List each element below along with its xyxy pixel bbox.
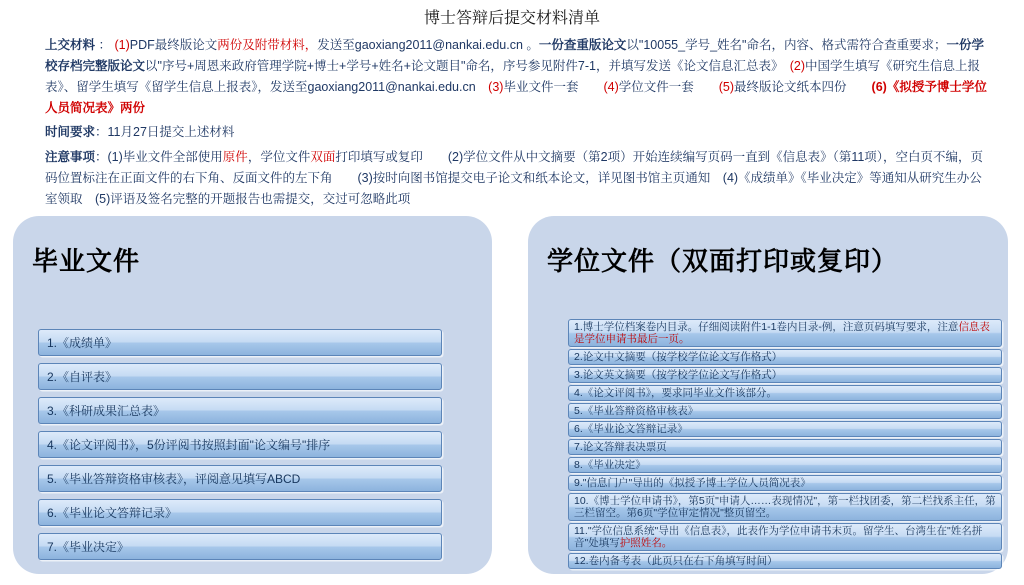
- list-item: [38, 465, 442, 492]
- text-run: 2.论文中文摘要（按学校学位论文写作格式）: [574, 351, 783, 363]
- list-item: [568, 493, 1002, 521]
- text-run: ：(1)毕业文件全部使用: [95, 150, 223, 164]
- text-run: ：11月27日提交上述材料: [95, 125, 235, 139]
- highlighted-text: (1): [114, 38, 130, 52]
- highlighted-text: 双面: [310, 150, 336, 164]
- list-item: [568, 553, 1002, 569]
- highlighted-text: 信息表是学位申请书最后一页。: [574, 321, 990, 345]
- list-item: [568, 439, 1002, 455]
- text-run: 以"序号+周恩来政府管理学院+博士+学号+姓名+论文题目"命名，序号参见附件7-1，并填写发送《论文信息汇总表》: [145, 59, 790, 73]
- text-run: 1.博士学位档案卷内目录。仔细阅读附件1-1卷内目录-例，注意页码填写要求，注意: [574, 321, 959, 333]
- text-run: 6.《毕业论文答辩记录》: [47, 506, 178, 520]
- text-run: 学位文件一套: [618, 80, 719, 94]
- time-requirement-line: [45, 122, 990, 143]
- text-run: 9."信息门户"导出的《拟授予博士学位人员简况表》: [574, 477, 811, 489]
- text-run: 3.《科研成果汇总表》: [47, 404, 166, 418]
- highlighted-text: 两份及附带材料，: [217, 38, 318, 52]
- degree-panel-title: 学位文件（双面打印或复印）: [547, 246, 899, 276]
- list-item: [38, 499, 442, 526]
- text-run: ：: [95, 38, 115, 52]
- graduation-documents-panel: [13, 216, 492, 574]
- list-item: [568, 475, 1002, 491]
- text-run: 发送至gaoxiang2011@nankai.edu.cn 。: [317, 38, 539, 52]
- text-run: 3.论文英文摘要（按学校学位论文写作格式）: [574, 369, 783, 381]
- graduation-panel-title: 毕业文件: [32, 246, 141, 276]
- text-run: 2.《自评表》: [47, 370, 118, 384]
- text-run: 7.论文答辩表决票页: [574, 441, 667, 453]
- list-item: [38, 397, 442, 424]
- text-run: 11."学位信息系统"导出《信息表》，此表作为学位申请书末页。留学生、台湾生在"姓名拼音"处填写: [574, 525, 983, 549]
- text-run: 最终版论文纸本四份: [734, 80, 872, 94]
- list-item: [38, 329, 442, 356]
- text-run: 5.《毕业答辩资格审核表》: [574, 405, 699, 417]
- text-run: 中国学生填写《研究生信息上报表》、留学生填写《留学生信息上报表》，发送至gaoxiang2011@nankai.edu.cn: [45, 59, 981, 94]
- degree-documents-panel: [528, 216, 1008, 574]
- highlighted-text: (2): [789, 59, 805, 73]
- notes-paragraph: [45, 147, 990, 210]
- text-run: 时间要求: [45, 125, 96, 139]
- list-item: [568, 349, 1002, 365]
- list-item: [568, 385, 1002, 401]
- text-run: 10.《博士学位申请书》，第5页"申请人……表现情况"，第一栏找团委，第二栏找系主任，第三栏留空。第6页"学位审定情况"整页留空。: [574, 495, 996, 519]
- highlighted-text: (4): [603, 80, 619, 94]
- highlighted-text: 护照姓名。: [619, 537, 673, 549]
- highlighted-text: (5): [718, 80, 735, 94]
- submission-materials-paragraph: [45, 35, 990, 119]
- text-run: 注意事项: [45, 150, 96, 164]
- text-run: ，学位文件: [247, 150, 311, 164]
- text-run: 一份学校存档完整版论文: [45, 38, 984, 73]
- text-run: 1.《成绩单》: [47, 336, 118, 350]
- text-run: 4.《论文评阅书》，5份评阅书按照封面"论文编号"排序: [47, 438, 331, 452]
- list-item: [568, 421, 1002, 437]
- text-run: PDF最终版论文: [129, 38, 218, 52]
- list-item: [568, 457, 1002, 473]
- list-item: [38, 431, 442, 458]
- text-run: 上交材料: [45, 38, 96, 52]
- list-item: [568, 523, 1002, 551]
- list-item: [568, 403, 1002, 419]
- text-run: 一份查重版论文: [538, 38, 627, 52]
- list-item: [38, 363, 442, 390]
- list-item: [568, 319, 1002, 347]
- graduation-items-list: [38, 329, 442, 560]
- text-run: 8.《毕业决定》: [574, 459, 646, 471]
- text-run: 6.《毕业论文答辩记录》: [574, 423, 688, 435]
- degree-items-list: [568, 319, 1002, 569]
- text-run: 毕业文件一套: [503, 80, 604, 94]
- highlighted-text: 原件: [222, 150, 248, 164]
- text-run: 以"10055_学号_姓名"命名，内容、格式需符合查重要求；: [626, 38, 947, 52]
- text-run: 4.《论文评阅书》，要求同毕业文件该部分。: [574, 387, 778, 399]
- highlighted-text: (6)《拟授予博士学位人员简况表》两份: [45, 80, 987, 115]
- list-item: [568, 367, 1002, 383]
- page-title: 博士答辩后提交材料清单: [423, 10, 600, 27]
- list-item: [38, 533, 442, 560]
- text-run: 12.卷内备考表（此页只在右下角填写时间）: [574, 555, 778, 567]
- text-run: 7.《毕业决定》: [47, 540, 130, 554]
- text-run: 5.《毕业答辩资格审核表》，评阅意见填写ABCD: [47, 472, 301, 486]
- text-run: 打印填写或复印 (2)学位文件从中文摘要（第2项）开始连续编写页码一直到《信息表》（第11项），空白页不编，页码位置标注在正面文件的右下角、反面文件的左下角 (3)按时向图书馆提交电子论文和纸本论文，详见图书馆主页通知 (4)《成绩单》《毕业决定》等通知从研究生办公室领取 (5)评语及签名完整的开题报告也需提交，交过可忽略此项: [45, 150, 984, 206]
- highlighted-text: (3): [488, 80, 504, 94]
